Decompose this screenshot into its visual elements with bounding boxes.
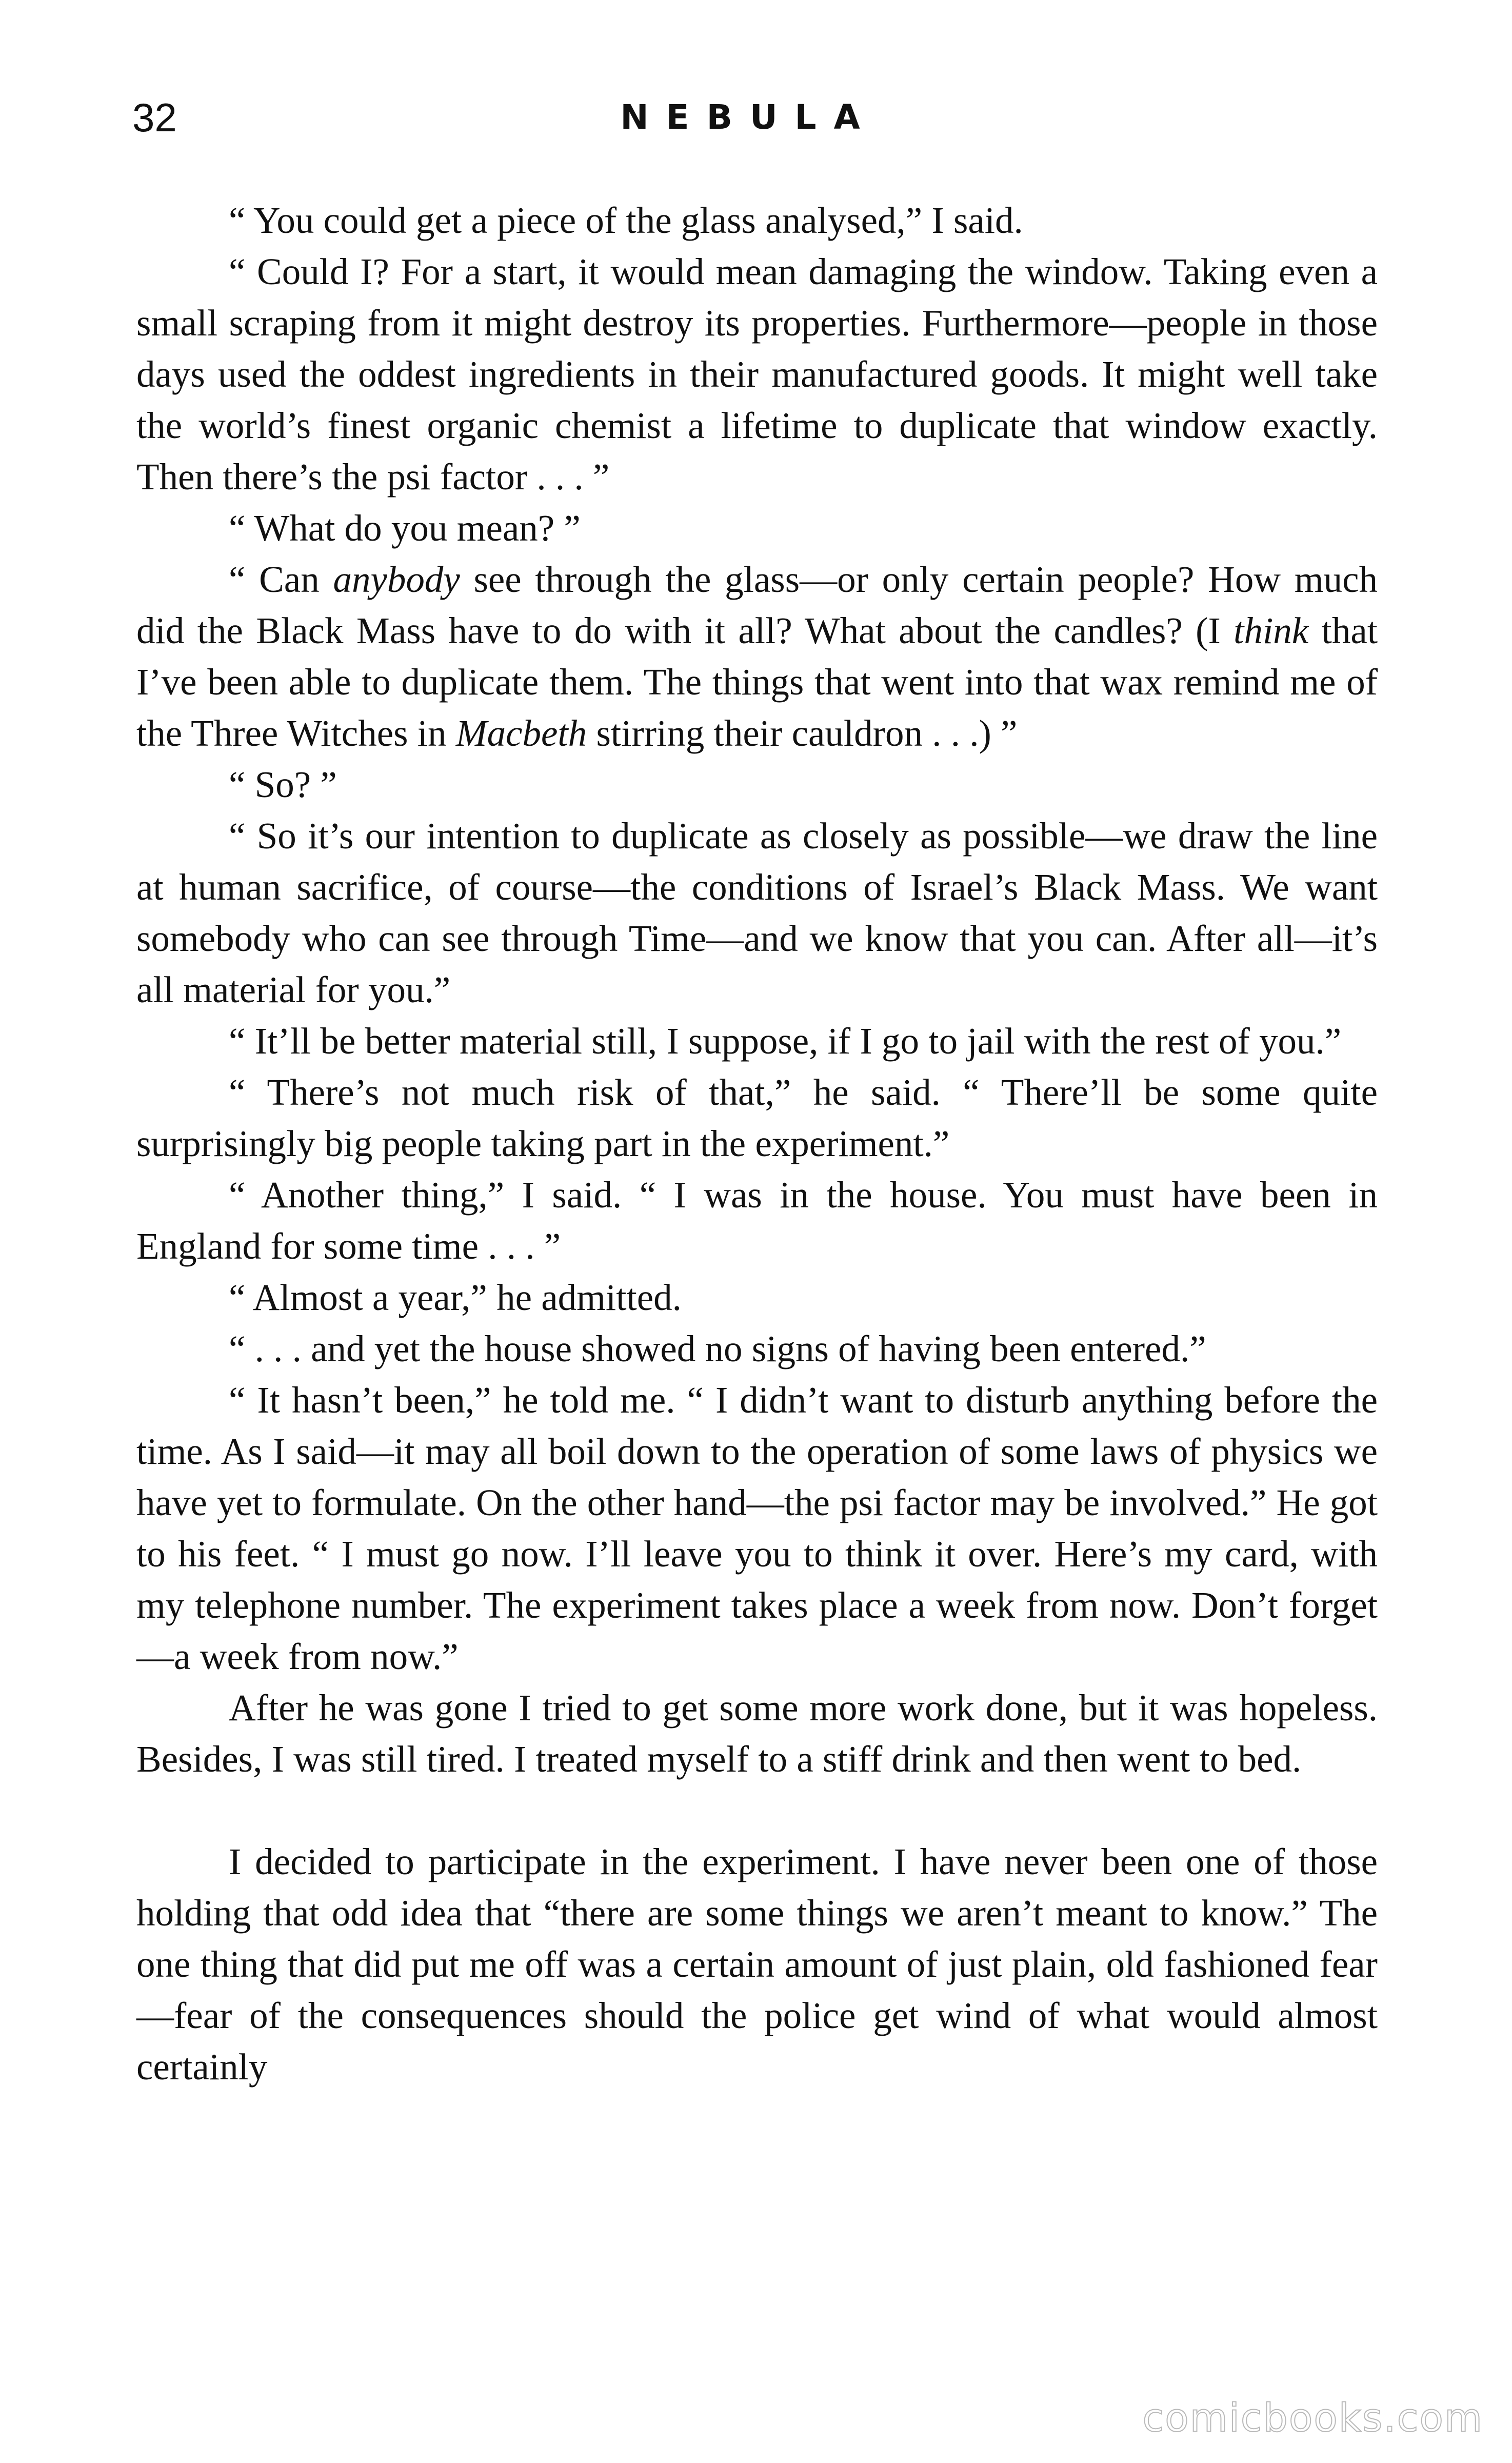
paragraph: “ What do you mean? ”: [229, 507, 581, 549]
paragraph: “ Almost a year,” he admitted.: [229, 1277, 682, 1318]
text-run: stirring their cauldron . . .) ”: [587, 712, 1018, 754]
paragraph: “ It hasn’t been,” he told me. “ I didn’t want to disturb anything before the time. As I said—it may all boil down to the operation of some laws of physics we have yet to formulate. On the other hand—the psi factor may be involved.” He got to his feet. “ I must go now. I’ll leave you to think it over. Here’s my card, with my telephone number. The experiment takes place a week from now. Don’t forget—a week from now.”: [136, 1379, 1378, 1677]
paragraph: “ Another thing,” I said. “ I was in the house. You must have been in England for some time . . . ”: [136, 1174, 1378, 1267]
watermark: comicbooks.com: [1142, 2395, 1483, 2440]
paragraph: “ You could get a piece of the glass analysed,” I said.: [229, 200, 1023, 241]
paragraph: After he was gone I tried to get some more work done, but it was hopeless. Besides, I was still tired. I treated myself to a stiff drink and then went to bed.: [136, 1687, 1378, 1780]
paragraph: “ . . . and yet the house showed no signs of having been entered.”: [229, 1328, 1206, 1369]
italic-word: think: [1234, 610, 1309, 651]
text-run: “ Can: [229, 559, 333, 600]
page-number: 32: [132, 95, 177, 140]
italic-word: anybody: [333, 559, 460, 600]
text-run: that I’ve been able to duplicate them. The things that went into that wax remind me of the Three Witches in: [136, 610, 1378, 754]
paragraph: “ It’ll be better material still, I suppose, if I go to jail with the rest of you.”: [229, 1020, 1342, 1062]
body-text: [136, 195, 1378, 2093]
text-run: see through the glass—or only certain people? How much did the Black Mass have to do with it all? What about the candles? (I: [136, 559, 1378, 651]
italic-title: Macbeth: [455, 712, 587, 754]
running-head-title: NEBULA: [620, 97, 878, 137]
paragraph-with-italics: [136, 554, 1378, 759]
paragraph: “ So? ”: [229, 764, 337, 805]
paragraph: “ There’s not much risk of that,” he said. “ There’ll be some quite surprisingly big people taking part in the experiment.”: [136, 1071, 1378, 1164]
paragraph: “ Could I? For a start, it would mean damaging the window. Taking even a small scraping from it might destroy its properties. Furthermore—people in those days used the oddest ingredients in their manufactured goods. It might well take the world’s finest organic chemist a lifetime to duplicate that window exactly. Then there’s the psi factor . . . ”: [136, 251, 1378, 498]
paragraph: I decided to participate in the experiment. I have never been one of those holding that odd idea that “there are some things we aren’t meant to know.” The one thing that did put me off was a certain amount of just plain, old fashioned fear—fear of the consequences should the police get wind of what would almost certainly: [136, 1841, 1378, 2088]
paragraph: “ So it’s our intention to duplicate as closely as possible—we draw the line at human sacrifice, of course—the conditions of Israel’s Black Mass. We want somebody who can see through Time—and we know that you can. After all—it’s all material for you.”: [136, 815, 1378, 1010]
